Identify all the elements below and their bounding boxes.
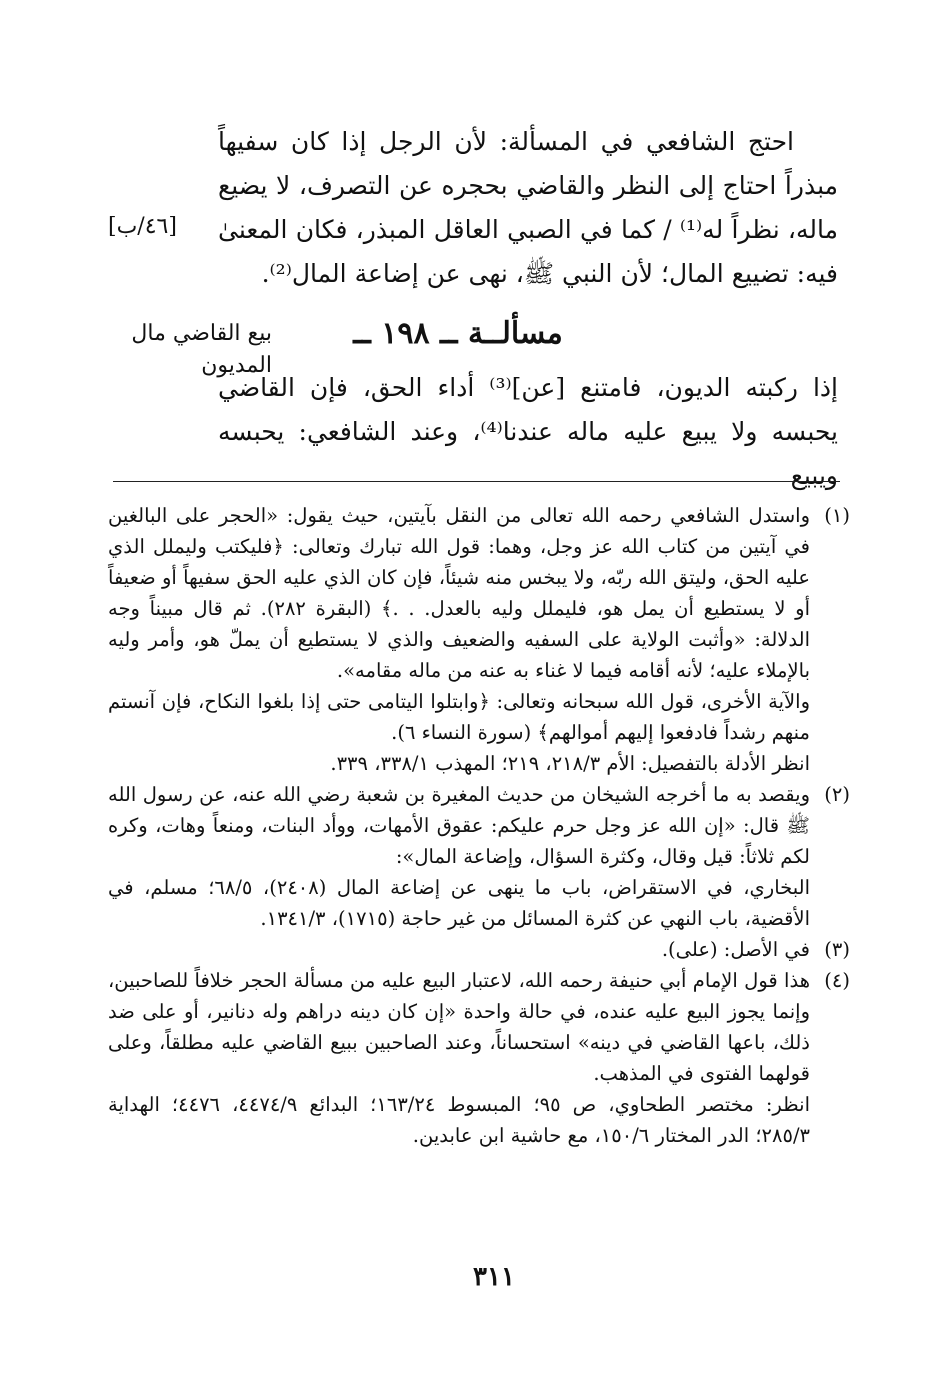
footnote-3: [108, 934, 850, 965]
footnote-separator: [113, 481, 840, 482]
footnote-paragraph: هذا قول الإمام أبي حنيفة رحمه الله، لاعتبار البيع عليه من مسألة الحجر خلافاً للصاحبين، وإنما يجوز البيع عليه عنده، في حالة واحدة «إن كان دينه دراهم وله دنانير، أو على ضد ذلك، باعها القاضي في دينه» استحساناً، وعند الصاحبين ببيع القاضي عليه مطلقاً، وعلى قولهما الفتوى في المذهب.: [108, 969, 810, 1085]
footnote-paragraph: واستدل الشافعي رحمه الله تعالى من النقل بآيتين، حيث يقول: «الحجر على البالغين في آيتين من كتاب الله عز وجل، وهما: قول الله تبارك وتعالى: ﴿فليكتب وليملل الذي عليه الحق، وليتق الله ربّه، ولا يبخس منه شيئاً، فإن كان الذي عليه الحق سفيهاً أو ضعيفاً أو لا يستطيع أن يمل هو، فليملل وليه بالعدل. . .﴾ (البقرة ٢٨٢). ثم قال مبيناً وجه الدلالة: «وأثبت الولاية على السفيه والضعيف والذي لا يستطيع أن يملّ هو، وأمر وليه بالإملاء عليه؛ لأنه أقامه فيما لا غناء به عنه من ماله مقامه».: [108, 504, 810, 682]
folio-reference: [٤٦/ب]: [108, 214, 177, 239]
footnote-1: [108, 500, 850, 779]
footnote-number: (٢): [824, 783, 850, 806]
main-text-block: [218, 120, 838, 296]
footnote-number: (١): [824, 504, 850, 527]
footnote-4: [108, 965, 850, 1151]
issue-heading: مسألــة ــ ١٩٨ ــ: [353, 316, 563, 351]
page-number: ٣١١: [473, 1262, 515, 1292]
footnote-paragraph: ويقصد به ما أخرجه الشيخان من حديث المغيرة بن شعبة رضي الله عنه، عن رسول الله ﷺ قال: «إن الله عز وجل حرم عليكم: عقوق الأمهات، ووأد البنات، ومنعاً وهات، وكره لكم ثلاثاً: قيل وقال، وكثرة السؤال، وإضاعة المال»:: [108, 783, 810, 868]
main-text-block-2: [218, 366, 838, 498]
footnote-paragraph: انظر: مختصر الطحاوي، ص ٩٥؛ المبسوط ١٦٣/٢٤؛ البدائع ٤٤٧٤/٩، ٤٤٧٦؛ الهداية ٢٨٥/٣؛ الدر المختار ١٥٠/٦، مع حاشية ابن عابدين.: [108, 1093, 811, 1147]
main-paragraph-2: إذا ركبته الديون، فامتنع [عن]⁽³⁾ أداء الحق، فإن القاضي يحبسه ولا يبيع عليه ماله عندنا⁽⁴⁾، وعند الشافعي: يحبسه ويبيع: [218, 373, 838, 490]
footnote-number: (٣): [824, 938, 850, 961]
margin-topic-line-1: بيع القاضي مال: [131, 321, 272, 346]
footnotes: [108, 500, 850, 1151]
main-paragraph-1: احتج الشافعي في المسألة: لأن الرجل إذا كان سفيهاً مبذراً احتاج إلى النظر والقاضي بحجره عن التصرف، لا يضيع ماله، نظراً له⁽¹⁾ / كما في الصبي العاقل المبذر، فكان المعنىٰ فيه: تضييع المال؛ لأن النبي ﷺ، نهى عن إضاعة المال⁽²⁾.: [218, 127, 839, 288]
footnote-paragraph: البخاري، في الاستقراض، باب ما ينهى عن إضاعة المال (٢٤٠٨)، ٦٨/٥؛ مسلم، في الأقضية، باب النهي عن كثرة المسائل من غير حاجة (١٧١٥)، ١٣٤١/٣.: [108, 876, 810, 930]
footnote-paragraph: والآية الأخرى، قول الله سبحانه وتعالى: ﴿وابتلوا اليتامى حتى إذا بلغوا النكاح، فإن آنستم منهم رشداً فادفعوا إليهم أموالهم﴾ (سورة النساء ٦).: [108, 690, 810, 744]
footnote-paragraph: في الأصل: (على).: [661, 938, 810, 961]
footnote-number: (٤): [824, 969, 850, 992]
footnote-paragraph: انظر الأدلة بالتفصيل: الأم ٢١٨/٣، ٢١٩؛ المهذب ٣٣٨/١، ٣٣٩.: [330, 752, 810, 775]
margin-topic-line-2: المديون: [201, 353, 272, 378]
footnote-2: [108, 779, 850, 934]
